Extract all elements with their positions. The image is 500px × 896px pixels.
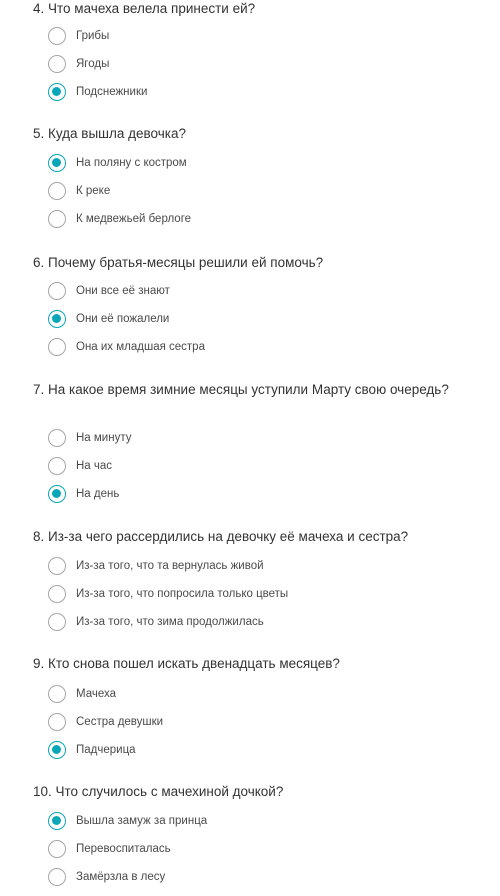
answer-label: Замёрзла в лесу [76, 871, 166, 883]
answer-label: На поляну с костром [76, 157, 187, 169]
answer-label: Падчерица [76, 744, 136, 756]
answer-label: Перевоспиталась [76, 843, 171, 855]
answer-option[interactable] [48, 429, 448, 451]
question-text: 8. Из-за чего рассердились на девочку её мачеха и сестра? [33, 529, 409, 544]
radio-unchecked-icon[interactable] [48, 840, 66, 858]
answer-option[interactable] [48, 840, 448, 862]
radio-unchecked-icon[interactable] [48, 685, 66, 703]
radio-unchecked-icon[interactable] [48, 27, 66, 45]
answer-option[interactable] [48, 27, 448, 49]
answer-option[interactable] [48, 812, 448, 834]
radio-dot-icon [52, 314, 61, 323]
radio-unchecked-icon[interactable] [48, 210, 66, 228]
question-text: 5. Куда вышла девочка? [33, 126, 187, 141]
answer-label: К реке [76, 185, 111, 197]
radio-checked-icon[interactable] [48, 812, 66, 830]
question-text: 7. На какое время зимние месяцы уступили Марту свою очередь? [33, 382, 449, 397]
radio-checked-icon[interactable] [48, 485, 66, 503]
answer-label: Она их младшая сестра [76, 341, 205, 353]
answer-option[interactable] [48, 713, 448, 735]
answer-option[interactable] [48, 485, 448, 507]
radio-unchecked-icon[interactable] [48, 457, 66, 475]
answer-label: Они все её знают [76, 285, 170, 297]
radio-checked-icon[interactable] [48, 83, 66, 101]
answer-label: Из-за того, что зима продолжилась [76, 616, 264, 628]
answer-option[interactable] [48, 585, 448, 607]
answer-label: Сестра девушки [76, 716, 164, 728]
radio-unchecked-icon[interactable] [48, 868, 66, 886]
answer-option[interactable] [48, 868, 448, 890]
answer-option[interactable] [48, 685, 448, 707]
answer-option[interactable] [48, 741, 448, 763]
answer-label: Вышла замуж за принца [76, 815, 208, 827]
question-text: 6. Почему братья-месяцы решили ей помочь? [33, 255, 324, 270]
radio-dot-icon [52, 816, 61, 825]
radio-dot-icon [52, 745, 61, 754]
radio-dot-icon [52, 158, 61, 167]
question-text: 9. Кто снова пошел искать двенадцать месяцев? [33, 656, 340, 671]
answer-label: Ягоды [76, 58, 110, 70]
answer-label: Мачеха [76, 688, 117, 700]
radio-checked-icon[interactable] [48, 154, 66, 172]
answer-option[interactable] [48, 457, 448, 479]
radio-unchecked-icon[interactable] [48, 282, 66, 300]
answer-label: На час [76, 460, 113, 472]
answer-option[interactable] [48, 310, 448, 332]
answer-label: На день [76, 488, 120, 500]
radio-unchecked-icon[interactable] [48, 182, 66, 200]
answer-label: К медвежьей берлоге [76, 213, 192, 225]
radio-checked-icon[interactable] [48, 310, 66, 328]
answer-label: На минуту [76, 432, 132, 444]
answer-option[interactable] [48, 557, 448, 579]
radio-unchecked-icon[interactable] [48, 338, 66, 356]
answer-option[interactable] [48, 613, 448, 635]
answer-label: Из-за того, что та вернулась живой [76, 560, 264, 572]
answer-option[interactable] [48, 83, 448, 105]
radio-unchecked-icon[interactable] [48, 429, 66, 447]
answer-option[interactable] [48, 282, 448, 304]
answer-option[interactable] [48, 210, 448, 232]
answer-option[interactable] [48, 154, 448, 176]
radio-unchecked-icon[interactable] [48, 713, 66, 731]
answer-option[interactable] [48, 338, 448, 360]
radio-unchecked-icon[interactable] [48, 585, 66, 603]
radio-dot-icon [52, 87, 61, 96]
answer-option[interactable] [48, 55, 448, 77]
radio-checked-icon[interactable] [48, 741, 66, 759]
answer-option[interactable] [48, 182, 448, 204]
radio-unchecked-icon[interactable] [48, 557, 66, 575]
question-text: 10. Что случилось с мачехиной дочкой? [33, 784, 284, 799]
answer-label: Подснежники [76, 86, 148, 98]
question-text: 4. Что мачеха велела принести ей? [33, 1, 256, 16]
radio-unchecked-icon[interactable] [48, 55, 66, 73]
radio-dot-icon [52, 489, 61, 498]
answer-label: Они её пожалели [76, 313, 170, 325]
radio-unchecked-icon[interactable] [48, 613, 66, 631]
answer-label: Грибы [76, 30, 110, 42]
answer-label: Из-за того, что попросила только цветы [76, 588, 289, 600]
